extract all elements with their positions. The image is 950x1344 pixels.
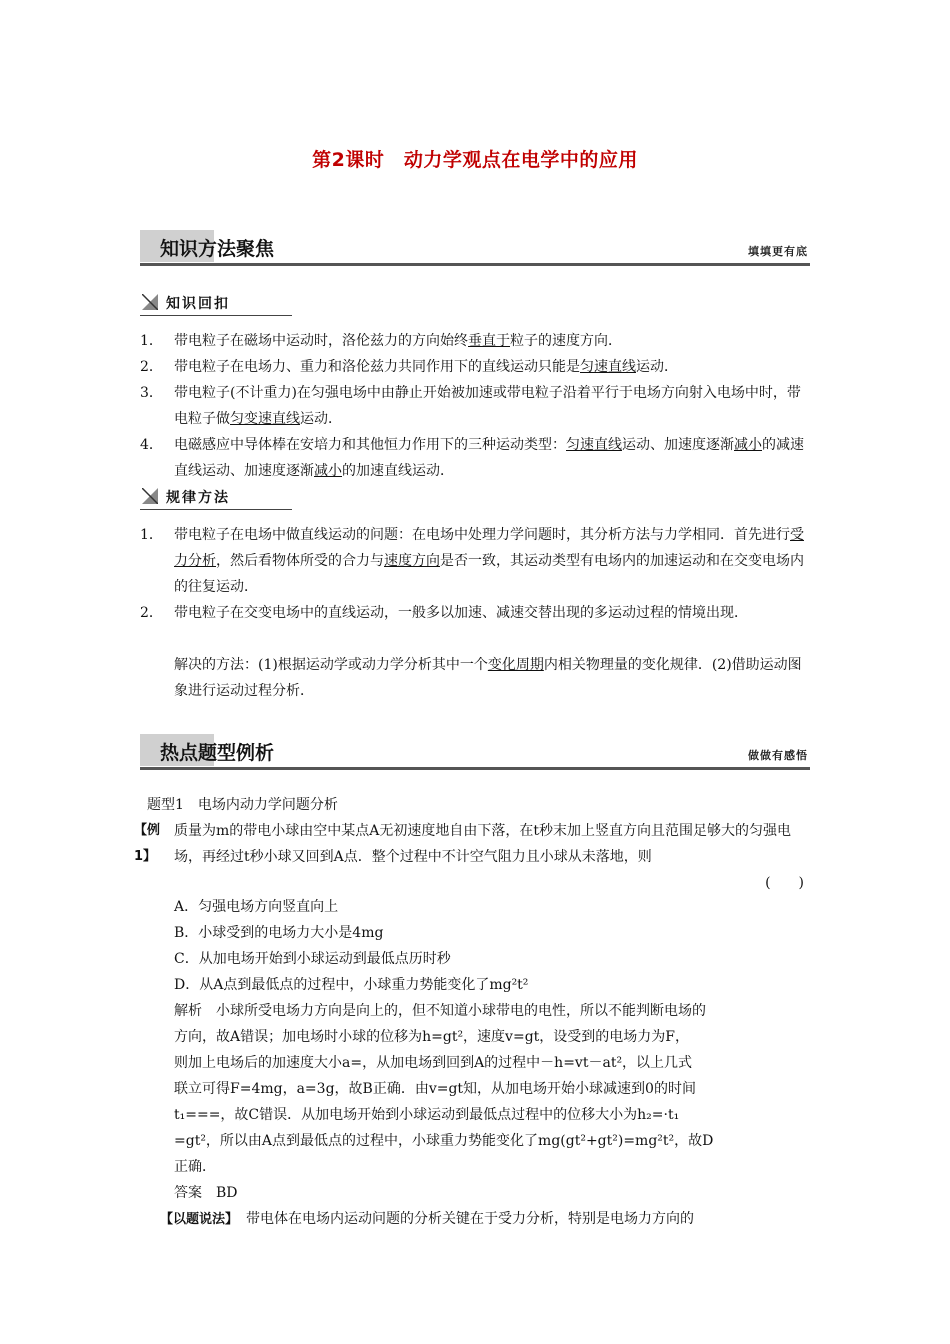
- item-answer: 受力分析: [174, 527, 804, 569]
- analysis-text: =gt²，所以由A点到最低点的过程中，小球重力势能变化了mg(gt²+gt²)=mg²t²，故D: [174, 1133, 714, 1149]
- analysis-text: 方向，故A错误；加电场时小球的位移为h=gt²，速度v=gt，设受到的电场力为F，: [174, 1029, 689, 1045]
- method-solution: [140, 652, 812, 704]
- example-paren: ( ): [765, 875, 804, 891]
- subheading-methods: [140, 486, 290, 510]
- item-number: 3．: [140, 385, 163, 401]
- analysis-text: 联立可得F=4mg，a=3g，故B正确．由v=gt知，从加电场开始小球减速到0的时间: [174, 1081, 696, 1097]
- item-text: 的加速直线运动．: [342, 463, 454, 479]
- item-text: 带电粒子(不计重力)在匀强电场中由静止开始被加速或带电粒子沿着平行于电场方向射入电场中时，带电粒子做: [174, 385, 801, 427]
- item-answer: 匀速直线: [580, 359, 636, 375]
- option-a: A．匀强电场方向竖直向上: [174, 899, 339, 915]
- analysis-text: 则加上电场后的加速度大小a=，从加电场到回到A的过程中－h=vt－at²，以上几式: [174, 1055, 693, 1071]
- method-item: [140, 600, 812, 626]
- item-answer: 减小: [314, 463, 342, 479]
- item-answer: 减小: [734, 437, 762, 453]
- corner-triangle-icon: [142, 488, 158, 504]
- section-bar-knowledge: [140, 230, 810, 266]
- item-number: 4．: [140, 437, 163, 453]
- item-text: 运动．: [300, 411, 342, 427]
- analysis-text: 正确．: [174, 1159, 216, 1175]
- item-answer: 变化周期: [487, 657, 544, 673]
- item-text: 粒子的速度方向．: [510, 333, 622, 349]
- section-bar-hot-topics: [140, 734, 810, 770]
- section-tagline: 做做有感悟: [748, 749, 808, 762]
- item-answer: 垂直于: [468, 333, 510, 349]
- options-list: [140, 894, 812, 998]
- option-d: D．从A点到最低点的过程中，小球重力势能变化了mg²t²: [174, 977, 529, 993]
- section-rule: [140, 767, 810, 770]
- example-block: [134, 818, 814, 891]
- item-text: 带电粒子在磁场中运动时，洛伦兹力的方向始终: [174, 333, 468, 349]
- section-rule: [140, 263, 810, 266]
- item-answer: 匀速直线: [566, 437, 622, 453]
- summary-text: 带电体在电场内运动问题的分析关键在于受力分析，特别是电场力方向的: [246, 1211, 695, 1227]
- page-title: 第2课时 动力学观点在电学中的应用: [312, 149, 638, 171]
- subheading-rule: [140, 509, 292, 510]
- item-text: 运动．: [636, 359, 678, 375]
- subheading-recall: [140, 292, 290, 316]
- item-text: 解决的方法：(1)根据运动学或动力学分析其中一个: [174, 657, 488, 673]
- item-text: 带电粒子在电场中做直线运动的问题：在电场中处理力学问题时，其分析方法与力学相同．首先进行: [174, 527, 790, 543]
- corner-triangle-icon: [142, 294, 158, 310]
- recall-item: [140, 354, 812, 380]
- recall-item: [140, 432, 812, 484]
- item-answer: 匀变速直线: [230, 411, 300, 427]
- item-text: 运动、加速度逐渐: [622, 437, 734, 453]
- option-c: C．从加电场开始到小球运动到最低点历时秒: [174, 951, 451, 967]
- item-text: 的减速直线运动、加速度逐渐: [174, 437, 804, 479]
- item-answer: 速度方向: [384, 553, 440, 569]
- subheading-rule: [140, 315, 292, 316]
- item-number: 2．: [140, 605, 163, 621]
- item-number: 2．: [140, 359, 163, 375]
- analysis-text: t₁===，故C错误．从加电场开始到小球运动到最低点过程中的位移大小为h₂=·t₁: [174, 1107, 680, 1123]
- recall-item: [140, 380, 812, 432]
- subheading-label: 规律方法: [166, 490, 230, 506]
- summary-tag: 【以题说法】: [160, 1212, 239, 1227]
- analysis-label: 解析: [174, 1003, 202, 1019]
- item-number: 1．: [140, 527, 163, 543]
- item-text: 内相关物理量的变化规律．(2)借助运动图象进行运动过程分析．: [174, 657, 802, 699]
- subheading-label: 知识回扣: [166, 296, 230, 312]
- recall-item: [140, 328, 812, 354]
- problem-type-title: 题型1 电场内动力学问题分析: [147, 797, 338, 813]
- item-text: 电磁感应中导体棒在安培力和其他恒力作用下的三种运动类型：: [174, 437, 566, 453]
- answer-value: BD: [216, 1185, 238, 1201]
- item-text: 是否一致，其运动类型有电场内的加速运动和在交变电场内的往复运动．: [174, 553, 804, 595]
- section-heading: 热点题型例析: [160, 742, 275, 764]
- answer-label: 答案: [174, 1185, 202, 1201]
- example-tag: 【例1】: [134, 823, 161, 864]
- section-heading: 知识方法聚焦: [160, 238, 275, 260]
- example-text: 质量为m的带电小球由空中某点A无初速度地自由下落，在t秒末加上竖直方向且范围足够大的匀强电场，再经过t秒小球又回到A点．整个过程中不计空气阻力且小球从未落地，则: [174, 823, 792, 865]
- method-item: [140, 522, 812, 600]
- item-number: 1．: [140, 333, 163, 349]
- item-text: 带电粒子在电场力、重力和洛伦兹力共同作用下的直线运动只能是: [174, 359, 580, 375]
- section-tagline: 填填更有底: [748, 245, 808, 258]
- analysis-text: 小球所受电场力方向是向上的，但不知道小球带电的电性，所以不能判断电场的: [216, 1003, 706, 1019]
- option-b: B．小球受到的电场力大小是4mg: [174, 925, 384, 941]
- item-text: 带电粒子在交变电场中的直线运动，一般多以加速、减速交替出现的多运动过程的情境出现．: [174, 605, 748, 621]
- summary-block: [160, 1206, 816, 1233]
- item-text: ，然后看物体所受的合力与: [216, 553, 384, 569]
- analysis-block: [140, 998, 812, 1206]
